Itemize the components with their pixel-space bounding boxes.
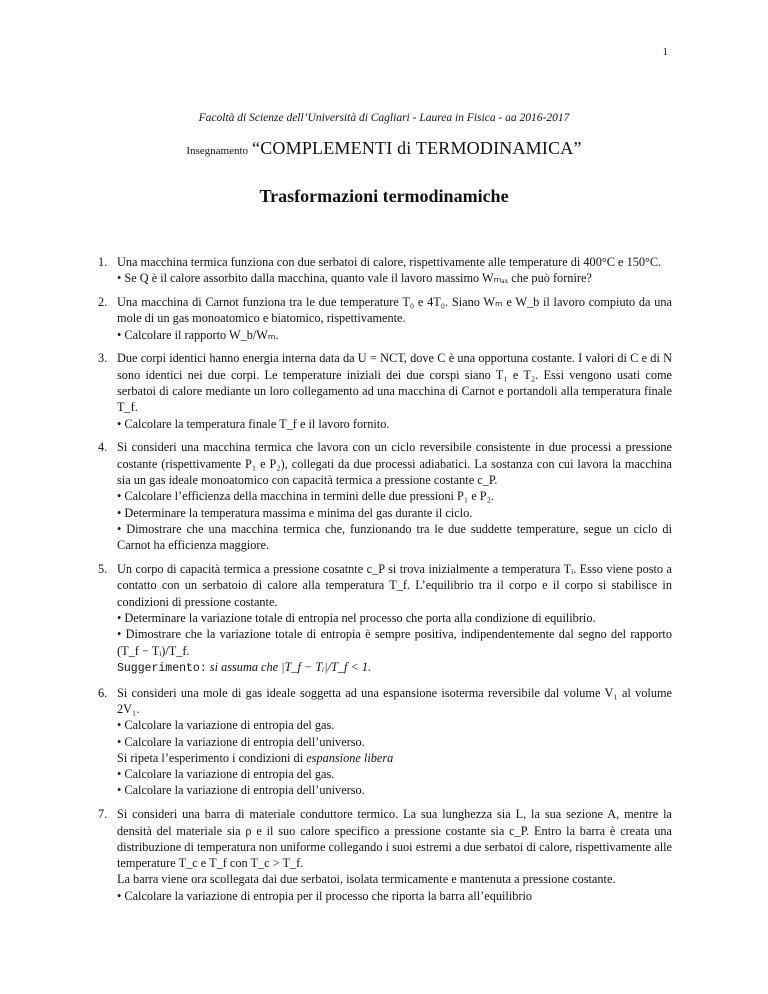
exercise-task: • Calcolare la variazione di entropia del gas. [117,767,335,782]
course-name: “COMPLEMENTI di TERMODINAMICA” [252,138,582,158]
exercise-task: • Calcolare la variazione di entropia dell’universo. [117,783,365,798]
page-number: 1 [662,46,668,58]
exercise-6 [86,685,672,799]
exercise-task: • Calcolare la variazione di entropia del gas. [117,718,335,733]
exercise-task: • Se Q è il calore assorbito dalla macchina, quanto vale il lavoro massimo Wₘₐₓ che può fornire? [117,271,592,286]
exercise-task: • Calcolare la variazione di entropia dell’universo. [117,734,365,749]
exercise-text: Una macchina di Carnot funziona tra le due temperature T₀ e 4T₀. Siano Wₘ e W_b il lavoro compiuto da una mole di un gas monoatomico e biatomico, rispettivamente. [117,295,672,326]
exercise-text: Un corpo di capacità termica a pressione cosatnte c_P si trova inizialmente a temperatura Tᵢ. Esso viene posto a contatto con un serbatoio di calore alla temperatura T_f. L’equilibrio tra il corpo e il corpo si stabilisce in condizioni di pressione costante. [117,562,672,609]
exercise-task: • Determinare la temperatura massima e minima del gas durante il ciclo. [117,505,473,520]
exercise-hint [117,659,672,677]
hint-label: Suggerimento: [117,661,207,675]
variant-italic: espansione libera [306,750,394,765]
exercise-text: La barra viene ora scollegata dai due serbatoi, isolata termicamente e mantenuta a pressione costante. [117,872,616,887]
exercise-task: • Determinare la variazione totale di entropia nel processo che porta alla condizione di equilibrio. [117,610,596,625]
exercise-variant [117,750,672,766]
exercise-number: 6. [98,685,108,700]
exercise-2 [86,294,672,343]
course-prefix: Insegnamento [186,145,249,157]
exercise-text: Si consideri una mole di gas ideale soggetta ad una espansione isoterma reversibile dal volume V₁ al volume 2V₁. [117,685,672,716]
exercise-number: 1. [98,255,108,269]
exercise-7 [86,806,672,904]
exercise-task: • Dimostrare che la variazione totale di entropia è sempre positiva, indipendentemente dal segno del rapporto (T_f − Tᵢ)/T_f. [117,627,672,658]
exercise-task: • Dimostrare che una macchina termica che, funzionando tra le due suddette temperature, segue un ciclo di Carnot ha efficienza maggiore. [117,521,672,553]
exercise-text: Si consideri una barra di materiale conduttore termico. La sua lunghezza sia L, la sua sezione A, mentre la densità del materiale sia ρ e il suo calore specifico a pressione costante sia c_P. Entro la barra è creata una distribuzione di temperatura non uniforme collegando i suoi estremi a due serbatoi di calore, rispettivamente alle temperature T_c e T_f con T_c > T_f. [117,807,672,871]
hint-text: si assuma che |T_f − Tᵢ|/T_f < 1. [209,659,372,674]
institution-header: Facoltà di Scienze dell’Università di Cagliari - Laurea in Fisica - aa 2016-2017 [198,112,570,124]
exercise-number: 2. [98,295,108,310]
exercise-number: 3. [98,351,108,366]
exercise-number: 4. [98,440,108,455]
exercise-task: • Calcolare il rapporto W_b/Wₘ. [117,327,279,342]
exercise-text: Una macchina termica funziona con due serbatoi di calore, rispettivamente alle temperature di 400°C e 150°C. [117,255,662,269]
exercise-task: • Calcolare la temperatura finale T_f e il lavoro fornito. [117,416,390,431]
exercise-3 [86,350,672,431]
exercise-number: 5. [98,562,108,577]
exercise-text: Si consideri una macchina termica che lavora con un ciclo reversibile consistente in due processi a pressione costante (rispettivamente P₁ e P₂), collegati da due processi adiabatici. La sostanza con cui lavora la macchina sia un gas ideale monoatomico con capacità termica a pressione costante c_P. [117,440,672,488]
exercise-4 [86,439,672,553]
exercise-number: 7. [98,807,108,822]
exercise-task: • Calcolare l’efficienza della macchina in termini delle due pressioni P₁ e P₂. [117,489,494,504]
exercise-list [86,254,672,911]
exercise-5 [86,561,672,677]
exercise-1 [86,254,672,287]
course-header [0,138,768,159]
page-title: Trasformazioni termodinamiche [259,186,509,206]
variant-prefix: Si ripeta l’esperimento i condizioni di [117,750,304,765]
exercise-task: • Calcolare la variazione di entropia per il processo che riporta la barra all’equilibrio [117,888,533,903]
exercise-text: Due corpi identici hanno energia interna data da U = NCT, dove C è una opportuna costante. I valori di C e di N sono identici nei due corpi. Le temperature iniziali dei due corspi siano T₁ e T₂. Essi vengono usati come serbatoi di calore mediante un loro collegamento ad una macchina di Carnot e portandoli alla temperatura finale T_f. [117,351,672,415]
